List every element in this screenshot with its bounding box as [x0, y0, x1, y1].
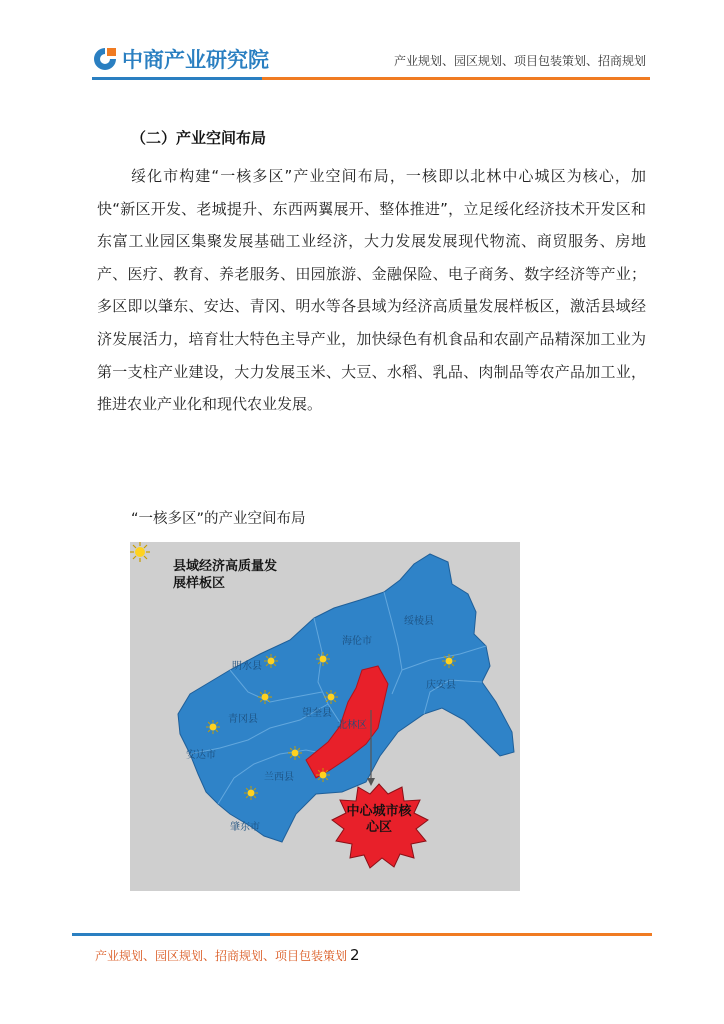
footer-divider-blue [72, 933, 270, 936]
region-label-anda: 安达市 [186, 750, 216, 761]
figure-caption: “一核多区”的产业空间布局 [131, 511, 306, 527]
body-paragraph: 绥化市构建“一核多区”产业空间布局，一核即以北林中心城区为核心，加快“新区开发、老城提升、东西两翼展开、整体推进”，立足绥化经济技术开发区和东富工业园区集聚发展基础工业经济，大力发展发展现代物流、商贸服务、房地产、医疗、教育、养老服务、田园旅游、金融保险、电子商务、数字经济等产业；多区即以肇东、安达、青冈、明水等各县域为经济高质量发展样板区，激活县域经济发展活力，培育壮大特色主导产业，加快绿色有机食品和农副产品精深加工业为第一支柱产业建设，大力发展玉米、大豆、水稻、乳品、肉制品等农产品加工业，推进农业产业化和现代农业发展。 [97, 167, 646, 414]
industry-layout-map [130, 542, 520, 891]
brand-name: 中商产业研究院 [122, 48, 269, 72]
page-number: 2 [350, 946, 360, 964]
region-label-hailun: 海伦市 [342, 636, 372, 647]
region-label-qinggang: 青冈县 [228, 714, 258, 725]
sun-icon-qingan [442, 654, 456, 668]
legend-label: 县域经济高质量发展样板区 [173, 559, 278, 591]
sun-icon-lanxi-east [316, 768, 330, 782]
region-label-suileng: 绥棱县 [404, 616, 434, 627]
brand-logo [92, 44, 269, 74]
header-divider-blue [92, 77, 262, 80]
header-divider-orange [262, 77, 650, 80]
sun-icon-lanxi [288, 746, 302, 760]
sun-icon-qinggang [258, 690, 272, 704]
region-label-lanxi: 兰西县 [264, 772, 294, 783]
region-label-mingshui: 明水县 [232, 661, 262, 672]
sun-icon-zhaodong [244, 786, 258, 800]
sun-icon-hailun [316, 652, 330, 666]
header-tagline: 产业规划、园区规划、项目包装策划、招商规划 [393, 54, 646, 68]
region-label-zhaodong: 肇东市 [230, 822, 260, 833]
footer-tagline: 产业规划、园区规划、招商规划、项目包装策划 [95, 949, 348, 963]
core-arrow-head [367, 778, 375, 786]
region-label-wangkui: 望奎县 [302, 708, 332, 719]
sun-icon-anda [206, 720, 220, 734]
sun-icon-mingshui [264, 654, 278, 668]
city-land-area [178, 554, 514, 842]
footer [95, 946, 360, 964]
region-label-beilin: 北林区 [337, 720, 367, 731]
logo-mark-icon [92, 46, 118, 72]
region-label-qingan: 庆安县 [426, 680, 456, 691]
core-district-label: 中心城市核心区 [346, 804, 412, 835]
section-title: （二）产业空间布局 [131, 129, 267, 147]
footer-divider-orange [270, 933, 652, 936]
legend-sun-icon [130, 542, 150, 562]
sun-icon-wangkui [324, 690, 338, 704]
